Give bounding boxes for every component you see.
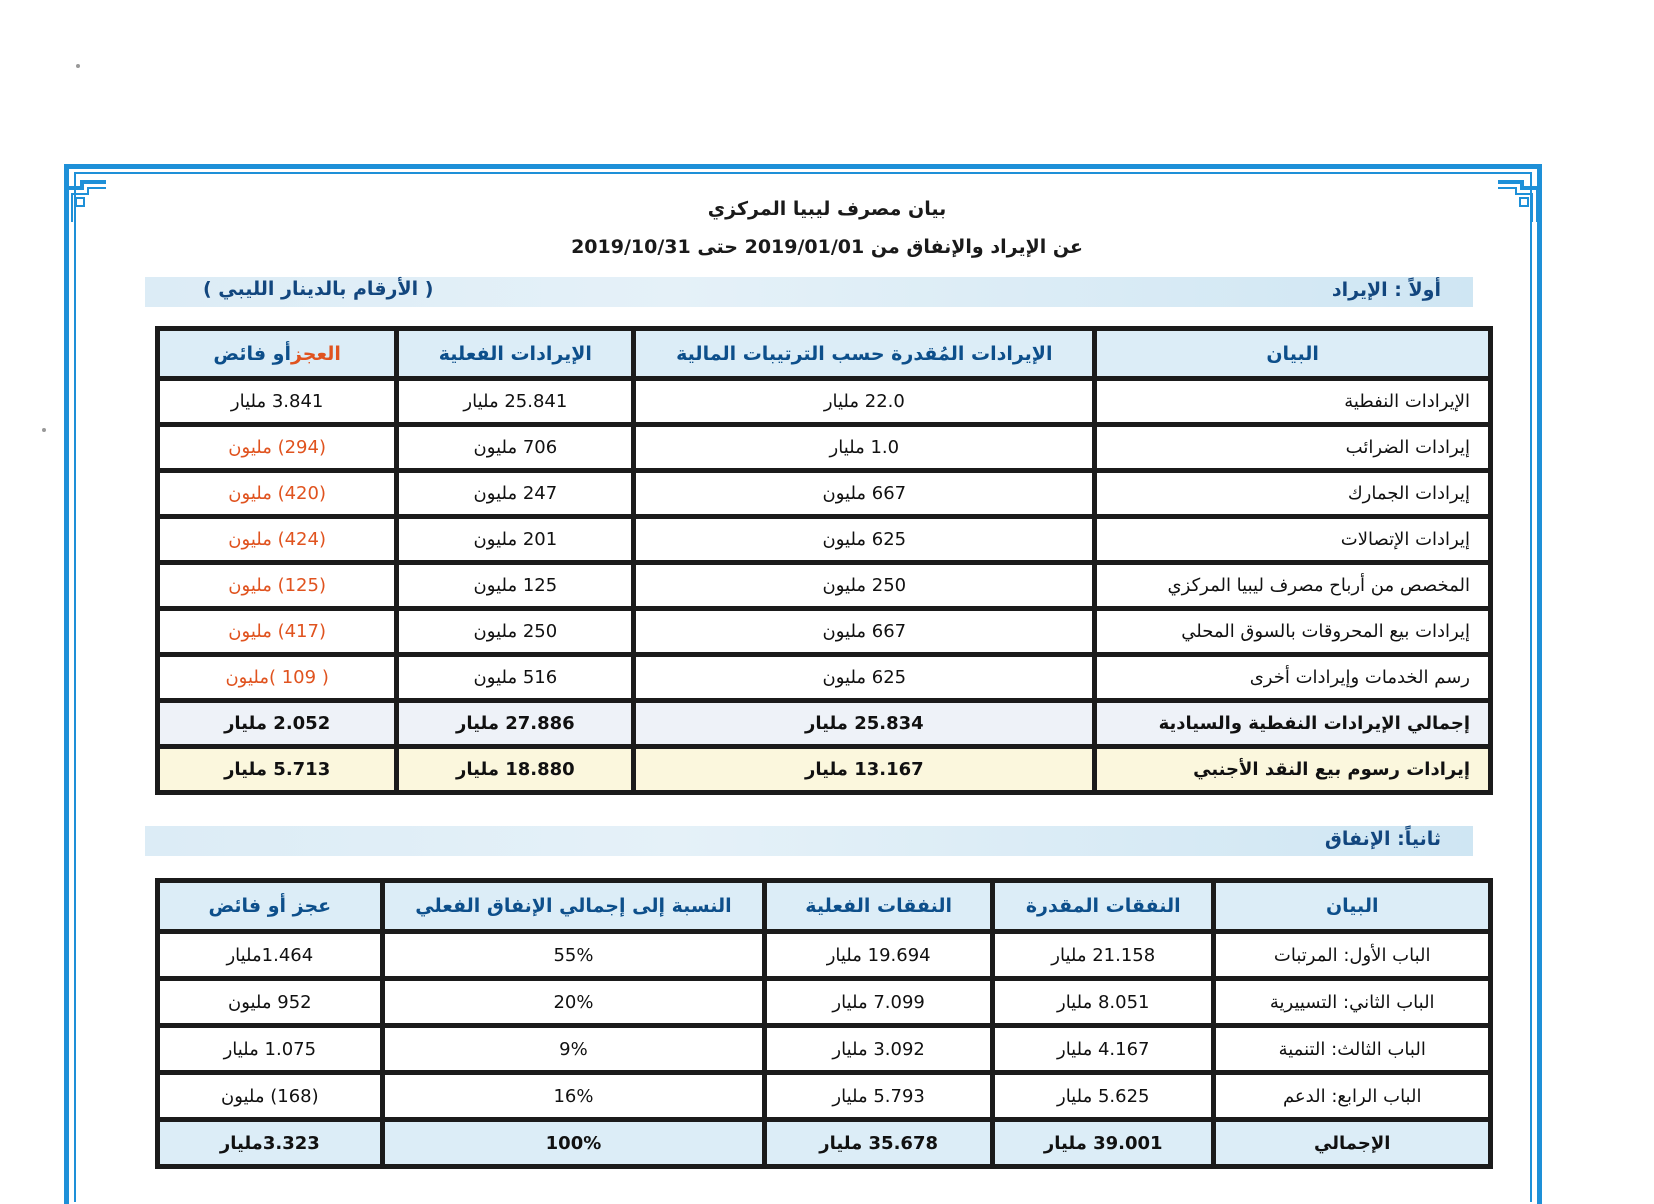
cell-diff: (420) مليون	[160, 473, 394, 514]
col-header-estimated: النفقات المقدرة	[995, 883, 1211, 929]
scan-speck	[42, 428, 46, 432]
cell-estimated: 21.158 مليار	[995, 934, 1211, 976]
cell-item: الباب الثالث: التنمية	[1216, 1028, 1488, 1070]
cell-estimated: 667 مليون	[636, 611, 1092, 652]
cell-item: إيرادات الجمارك	[1097, 473, 1488, 514]
revenue-row	[160, 427, 1488, 468]
cell-diff: (125) مليون	[160, 565, 394, 606]
cell-diff: 2.052 مليار	[160, 703, 394, 744]
cell-ratio: 9%	[385, 1028, 763, 1070]
cell-diff: 1.464مليار	[160, 934, 380, 976]
cell-actual: 125 مليون	[399, 565, 631, 606]
revenue-row	[160, 473, 1488, 514]
cell-item: رسم الخدمات وإيرادات أخرى	[1097, 657, 1488, 698]
expenditure-row	[160, 1028, 1488, 1070]
revenue-row	[160, 381, 1488, 422]
revenue-header-row	[160, 331, 1488, 376]
cell-actual: 18.880 مليار	[399, 749, 631, 790]
cell-item: إيرادات رسوم بيع النقد الأجنبي	[1097, 749, 1488, 790]
expenditure-total-row	[160, 1122, 1488, 1164]
col-header-diff: عجز أو فائض	[160, 883, 380, 929]
expenditure-header-row	[160, 883, 1488, 929]
cell-estimated: 8.051 مليار	[995, 981, 1211, 1023]
cell-item: الباب الرابع: الدعم	[1216, 1075, 1488, 1117]
cell-diff: (294) مليون	[160, 427, 394, 468]
document-title: بيان مصرف ليبيا المركزي	[707, 198, 947, 220]
cell-item: إيرادات الإتصالات	[1097, 519, 1488, 560]
cell-item: المخصص من أرباح مصرف ليبيا المركزي	[1097, 565, 1488, 606]
col-header-item: البيان	[1216, 883, 1488, 929]
cell-item: إيرادات الضرائب	[1097, 427, 1488, 468]
cell-estimated: 667 مليون	[636, 473, 1092, 514]
cell-estimated: 5.625 مليار	[995, 1075, 1211, 1117]
cell-diff: 1.075 مليار	[160, 1028, 380, 1070]
expenditure-row	[160, 934, 1488, 976]
cell-estimated: 250 مليون	[636, 565, 1092, 606]
expenditure-section-band	[145, 826, 1473, 856]
cell-actual: 250 مليون	[399, 611, 631, 652]
col-header-deficit: العجز	[290, 342, 341, 365]
cell-estimated: 22.0 مليار	[636, 381, 1092, 422]
cell-item: الإجمالي	[1216, 1122, 1488, 1164]
cell-ratio: 100%	[385, 1122, 763, 1164]
col-header-actual: النفقات الفعلية	[767, 883, 990, 929]
revenue-total-row	[160, 703, 1488, 744]
cell-ratio: 16%	[385, 1075, 763, 1117]
cell-actual: 19.694 مليار	[767, 934, 990, 976]
cell-estimated: 4.167 مليار	[995, 1028, 1211, 1070]
col-header-estimated: الإيرادات المُقدرة حسب الترتيبات المالية	[636, 331, 1092, 376]
revenue-fx-row	[160, 749, 1488, 790]
cell-diff: 3.323مليار	[160, 1122, 380, 1164]
cell-actual: 7.099 مليار	[767, 981, 990, 1023]
cell-actual: 516 مليون	[399, 657, 631, 698]
col-header-diff	[160, 331, 394, 376]
cell-actual: 27.886 مليار	[399, 703, 631, 744]
expenditure-table	[155, 878, 1493, 1169]
revenue-section-band	[145, 277, 1473, 307]
cell-actual: 35.678 مليار	[767, 1122, 990, 1164]
col-header-ratio: النسبة إلى إجمالي الإنفاق الفعلي	[385, 883, 763, 929]
cell-estimated: 1.0 مليار	[636, 427, 1092, 468]
cell-item: إجمالي الإيرادات النفطية والسيادية	[1097, 703, 1488, 744]
col-header-item: البيان	[1097, 331, 1488, 376]
col-header-surplus: أو فائض	[213, 342, 291, 365]
cell-diff: 952 مليون	[160, 981, 380, 1023]
cell-diff: (417) مليون	[160, 611, 394, 652]
cell-item: الباب الثاني: التسييرية	[1216, 981, 1488, 1023]
cell-actual: 247 مليون	[399, 473, 631, 514]
cell-actual: 706 مليون	[399, 427, 631, 468]
expenditure-row	[160, 981, 1488, 1023]
revenue-table	[155, 326, 1493, 795]
expenditure-section-label: ثانياً: الإنفاق	[1324, 828, 1441, 850]
cell-diff: ( 109 )مليون	[160, 657, 394, 698]
cell-actual: 201 مليون	[399, 519, 631, 560]
cell-actual: 25.841 مليار	[399, 381, 631, 422]
revenue-row	[160, 611, 1488, 652]
cell-diff: (424) مليون	[160, 519, 394, 560]
cell-item: إيرادات بيع المحروقات بالسوق المحلي	[1097, 611, 1488, 652]
cell-diff: 5.713 مليار	[160, 749, 394, 790]
revenue-row	[160, 519, 1488, 560]
cell-estimated: 625 مليون	[636, 657, 1092, 698]
cell-diff: 3.841 مليار	[160, 381, 394, 422]
cell-estimated: 625 مليون	[636, 519, 1092, 560]
scan-speck	[76, 64, 80, 68]
cell-item: الباب الأول: المرتبات	[1216, 934, 1488, 976]
document-subtitle: عن الإيراد والإنفاق من 2019/01/01 حتى 2019/10/31	[571, 236, 1083, 258]
revenue-row	[160, 657, 1488, 698]
currency-note: ( الأرقام بالدينار الليبي )	[203, 278, 434, 300]
expenditure-row	[160, 1075, 1488, 1117]
cell-ratio: 55%	[385, 934, 763, 976]
cell-estimated: 39.001 مليار	[995, 1122, 1211, 1164]
cell-actual: 5.793 مليار	[767, 1075, 990, 1117]
revenue-row	[160, 565, 1488, 606]
col-header-actual: الإيرادات الفعلية	[399, 331, 631, 376]
cell-estimated: 25.834 مليار	[636, 703, 1092, 744]
revenue-section-label: أولاً : الإيراد	[1331, 279, 1441, 301]
cell-estimated: 13.167 مليار	[636, 749, 1092, 790]
cell-diff: (168) مليون	[160, 1075, 380, 1117]
cell-item: الإيرادات النفطية	[1097, 381, 1488, 422]
cell-ratio: 20%	[385, 981, 763, 1023]
cell-actual: 3.092 مليار	[767, 1028, 990, 1070]
